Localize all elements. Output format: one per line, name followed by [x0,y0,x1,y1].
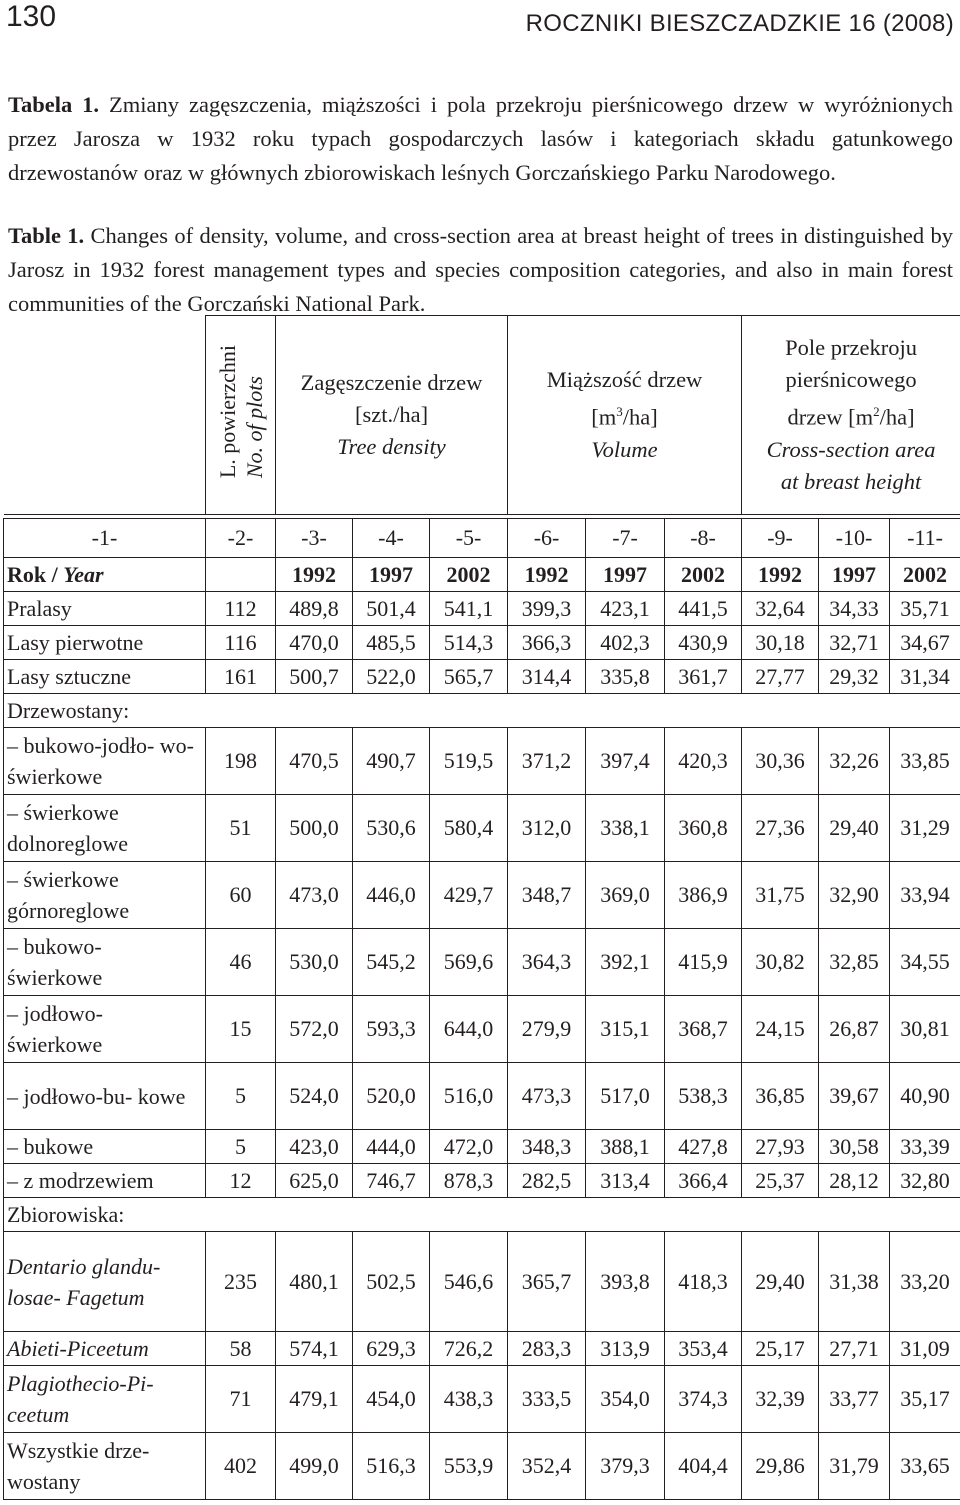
row-value: 31,34 [890,660,960,694]
row-name: – z modrzewiem [4,1164,206,1198]
row-value: 366,4 [665,1164,742,1198]
row-value: 541,1 [430,592,508,626]
row-name: – świerkowe górnoreglowe [4,862,206,929]
row-value: 490,7 [353,728,430,795]
row-value: 338,1 [586,795,665,862]
column-number: -8- [665,519,742,558]
row-value: 312,0 [508,795,586,862]
row-value: 31,09 [890,1332,960,1366]
row-value: 30,36 [742,728,819,795]
group-row [4,694,960,728]
row-value: 545,2 [353,929,430,996]
plots-header-en: No. of plots [241,376,267,479]
row-name: – świerkowe dolnoreglowe [4,795,206,862]
row-value: 34,33 [819,592,890,626]
journal-title: ROCZNIKI BIESZCZADZKIE 16 (2008) [525,10,954,37]
row-value: 489,8 [276,592,353,626]
row-plots: 112 [206,592,276,626]
row-value: 530,6 [353,795,430,862]
row-value: 485,5 [353,626,430,660]
row-value: 361,7 [665,660,742,694]
row-value: 480,1 [276,1232,353,1332]
row-value: 379,3 [586,1433,665,1500]
row-value: 415,9 [665,929,742,996]
row-value: 32,26 [819,728,890,795]
table-row [4,728,960,795]
row-value: 366,3 [508,626,586,660]
year-cell: 2002 [665,558,742,592]
row-value: 501,4 [353,592,430,626]
row-plots: 58 [206,1332,276,1366]
row-value: 34,55 [890,929,960,996]
row-value: 364,3 [508,929,586,996]
table-row [4,795,960,862]
table-row [4,626,960,660]
row-value: 470,0 [276,626,353,660]
caption-english [8,219,953,321]
row-name: – bukowo- świerkowe [4,929,206,996]
row-value: 473,3 [508,1063,586,1130]
row-name: – bukowo-jodło- wo-świerkowe [4,728,206,795]
row-value: 31,75 [742,862,819,929]
row-value: 40,90 [890,1063,960,1130]
table-row [4,1130,960,1164]
row-plots: 235 [206,1232,276,1332]
table-row [4,996,960,1063]
row-value: 454,0 [353,1366,430,1433]
row-value: 348,7 [508,862,586,929]
column-number: -9- [742,519,819,558]
column-number: -6- [508,519,586,558]
row-value: 429,7 [430,862,508,929]
density-header-pl: Zagęszczenie drzew [300,370,483,395]
row-plots: 5 [206,1130,276,1164]
row-name: Dentario glandu- losae- Fagetum [4,1232,206,1332]
column-number: -2- [206,519,276,558]
row-value: 333,5 [508,1366,586,1433]
row-value: 313,4 [586,1164,665,1198]
row-plots: 71 [206,1366,276,1433]
table-row [4,1433,960,1500]
row-name: Pralasy [4,592,206,626]
row-value: 30,82 [742,929,819,996]
volume-header-unit: $[m^3/ha]$ [591,404,658,430]
row-value: 500,7 [276,660,353,694]
column-number: -3- [276,519,353,558]
density-header-unit: [szt./ha] [354,402,429,427]
row-value: 538,3 [665,1063,742,1130]
row-value: 39,67 [819,1063,890,1130]
group-row [4,1198,960,1232]
table-row [4,1063,960,1130]
row-value: 438,3 [430,1366,508,1433]
year-cell: 1997 [586,558,665,592]
row-value: 29,40 [742,1232,819,1332]
row-value: 27,77 [742,660,819,694]
row-value: 33,85 [890,728,960,795]
column-number: -5- [430,519,508,558]
row-name: Lasy sztuczne [4,660,206,694]
row-value: 530,0 [276,929,353,996]
row-value: 397,4 [586,728,665,795]
row-value: 569,6 [430,929,508,996]
row-value: 470,5 [276,728,353,795]
table-header-row [4,316,960,515]
row-name: Lasy pierwotne [4,626,206,660]
row-value: 33,65 [890,1433,960,1500]
row-value: 546,6 [430,1232,508,1332]
row-value: 283,3 [508,1332,586,1366]
row-plots: 60 [206,862,276,929]
plots-header-pl: L. powierzchni [214,345,240,479]
row-value: 335,8 [586,660,665,694]
year-cell: 1997 [353,558,430,592]
column-numbers-row [4,519,960,558]
row-value: 30,81 [890,996,960,1063]
data-table [3,315,960,1500]
row-value: 32,64 [742,592,819,626]
row-value: 399,3 [508,592,586,626]
row-name: – jodłowo-bu- kowe [4,1063,206,1130]
area-header [742,316,960,515]
density-header [276,316,508,515]
row-value: 629,3 [353,1332,430,1366]
page-header [0,0,960,50]
plots-header [206,316,276,515]
row-value: 32,90 [819,862,890,929]
row-value: 517,0 [586,1063,665,1130]
table-row [4,862,960,929]
row-name: – jodłowo- świerkowe [4,996,206,1063]
year-label: Rok / Year [4,558,206,592]
row-plots: 198 [206,728,276,795]
row-value: 420,3 [665,728,742,795]
row-value: 446,0 [353,862,430,929]
row-plots: 402 [206,1433,276,1500]
table-row [4,1164,960,1198]
column-number: -10- [819,519,890,558]
year-cell: 2002 [430,558,508,592]
year-cell: 2002 [890,558,960,592]
row-plots: 51 [206,795,276,862]
row-name: Abieti-Piceetum [4,1332,206,1366]
row-plots: 161 [206,660,276,694]
row-value: 580,4 [430,795,508,862]
row-value: 33,39 [890,1130,960,1164]
row-plots: 46 [206,929,276,996]
row-value: 34,67 [890,626,960,660]
row-value: 30,18 [742,626,819,660]
row-name: Plagiothecio-Pi- ceetum [4,1366,206,1433]
row-value: 353,4 [665,1332,742,1366]
column-number: -4- [353,519,430,558]
table-row [4,1232,960,1332]
row-value: 726,2 [430,1332,508,1366]
row-value: 418,3 [665,1232,742,1332]
row-value: 33,77 [819,1366,890,1433]
row-value: 24,15 [742,996,819,1063]
row-value: 368,7 [665,996,742,1063]
row-value: 36,85 [742,1063,819,1130]
row-value: 25,37 [742,1164,819,1198]
row-value: 29,32 [819,660,890,694]
row-value: 29,86 [742,1433,819,1500]
row-value: 29,40 [819,795,890,862]
volume-header-en: Volume [591,436,658,462]
row-plots: 12 [206,1164,276,1198]
year-row [4,558,960,592]
caption-polish-text: Zmiany zagęszczenia, miąższości i pola przekroju pierśnicowego drzew w wyróżnionych przez Jarosza w 1932 roku typach gospodarczych lasów i kategoriach składu gatunkowego drzewostanów oraz w głównych zbiorowiskach leśnych Gorczańskiego Parku Narodowego. [8,92,953,185]
area-header-en-2: at breast height [780,468,922,494]
caption-english-text: Changes of density, volume, and cross-section area at breast height of trees in distinguished by Jarosz in 1932 forest management types and species composition categories, and also in main forest communities of the Gorczański National Park. [8,223,953,316]
column-number: -11- [890,519,960,558]
row-value: 574,1 [276,1332,353,1366]
row-value: 279,9 [508,996,586,1063]
table-row [4,929,960,996]
row-plots: 5 [206,1063,276,1130]
row-name: Wszystkie drze- wostany [4,1433,206,1500]
row-value: 32,80 [890,1164,960,1198]
row-value: 352,4 [508,1433,586,1500]
row-value: 593,3 [353,996,430,1063]
row-value: 348,3 [508,1130,586,1164]
year-cell: 1997 [819,558,890,592]
row-value: 360,8 [665,795,742,862]
area-header-pl-2: pierśnicowego [785,367,917,393]
volume-header-pl: Miąższość drzew [546,367,703,393]
row-value: 35,17 [890,1366,960,1433]
row-value: 32,39 [742,1366,819,1433]
row-value: 502,5 [353,1232,430,1332]
density-header-en: Tree density [337,434,446,459]
table-row [4,1366,960,1433]
row-value: 33,20 [890,1232,960,1332]
row-value: 500,0 [276,795,353,862]
row-value: 423,0 [276,1130,353,1164]
row-value: 404,4 [665,1433,742,1500]
row-value: 524,0 [276,1063,353,1130]
table-row [4,660,960,694]
row-value: 31,79 [819,1433,890,1500]
row-value: 878,3 [430,1164,508,1198]
year-cell: 1992 [276,558,353,592]
row-value: 33,94 [890,862,960,929]
row-value: 519,5 [430,728,508,795]
row-value: 354,0 [586,1366,665,1433]
row-value: 423,1 [586,592,665,626]
area-header-en-1: Cross-section area [766,436,936,462]
header-corner [4,316,206,515]
row-value: 27,71 [819,1332,890,1366]
row-value: 553,9 [430,1433,508,1500]
row-value: 32,71 [819,626,890,660]
year-cell: 1992 [508,558,586,592]
row-value: 479,1 [276,1366,353,1433]
row-value: 386,9 [665,862,742,929]
group-label: Zbiorowiska: [4,1198,960,1232]
caption-english-label: Table 1. [8,223,85,248]
row-name: – bukowe [4,1130,206,1164]
row-value: 516,0 [430,1063,508,1130]
row-value: 27,36 [742,795,819,862]
row-value: 473,0 [276,862,353,929]
row-value: 430,9 [665,626,742,660]
row-value: 565,7 [430,660,508,694]
row-value: 25,17 [742,1332,819,1366]
row-value: 371,2 [508,728,586,795]
row-value: 427,8 [665,1130,742,1164]
row-value: 32,85 [819,929,890,996]
row-value: 315,1 [586,996,665,1063]
row-value: 35,71 [890,592,960,626]
row-value: 572,0 [276,996,353,1063]
row-value: 282,5 [508,1164,586,1198]
group-label: Drzewostany: [4,694,960,728]
row-value: 472,0 [430,1130,508,1164]
row-value: 522,0 [353,660,430,694]
table-row [4,1332,960,1366]
row-value: 514,3 [430,626,508,660]
row-value: 388,1 [586,1130,665,1164]
row-value: 314,4 [508,660,586,694]
row-value: 499,0 [276,1433,353,1500]
column-number: -7- [586,519,665,558]
row-value: 365,7 [508,1232,586,1332]
row-value: 374,3 [665,1366,742,1433]
row-value: 27,93 [742,1130,819,1164]
page-number: 130 [6,0,57,33]
row-value: 369,0 [586,862,665,929]
row-plots: 15 [206,996,276,1063]
caption-polish-label: Tabela 1. [8,92,100,117]
row-value: 313,9 [586,1332,665,1366]
row-value: 644,0 [430,996,508,1063]
year-plots-empty [206,558,276,592]
row-value: 746,7 [353,1164,430,1198]
volume-header [508,316,742,515]
row-value: 31,38 [819,1232,890,1332]
row-value: 393,8 [586,1232,665,1332]
year-cell: 1992 [742,558,819,592]
row-value: 625,0 [276,1164,353,1198]
row-value: 520,0 [353,1063,430,1130]
row-value: 392,1 [586,929,665,996]
row-value: 402,3 [586,626,665,660]
row-value: 516,3 [353,1433,430,1500]
row-value: 441,5 [665,592,742,626]
row-value: 31,29 [890,795,960,862]
row-value: 30,58 [819,1130,890,1164]
row-plots: 116 [206,626,276,660]
column-number: -1- [4,519,206,558]
caption-polish [8,88,953,190]
row-value: 444,0 [353,1130,430,1164]
area-header-pl-1: Pole przekroju [785,335,917,361]
row-value: 28,12 [819,1164,890,1198]
row-value: 26,87 [819,996,890,1063]
area-header-unit: drzew $[m^2/ha]$ [787,404,915,430]
table-row [4,592,960,626]
